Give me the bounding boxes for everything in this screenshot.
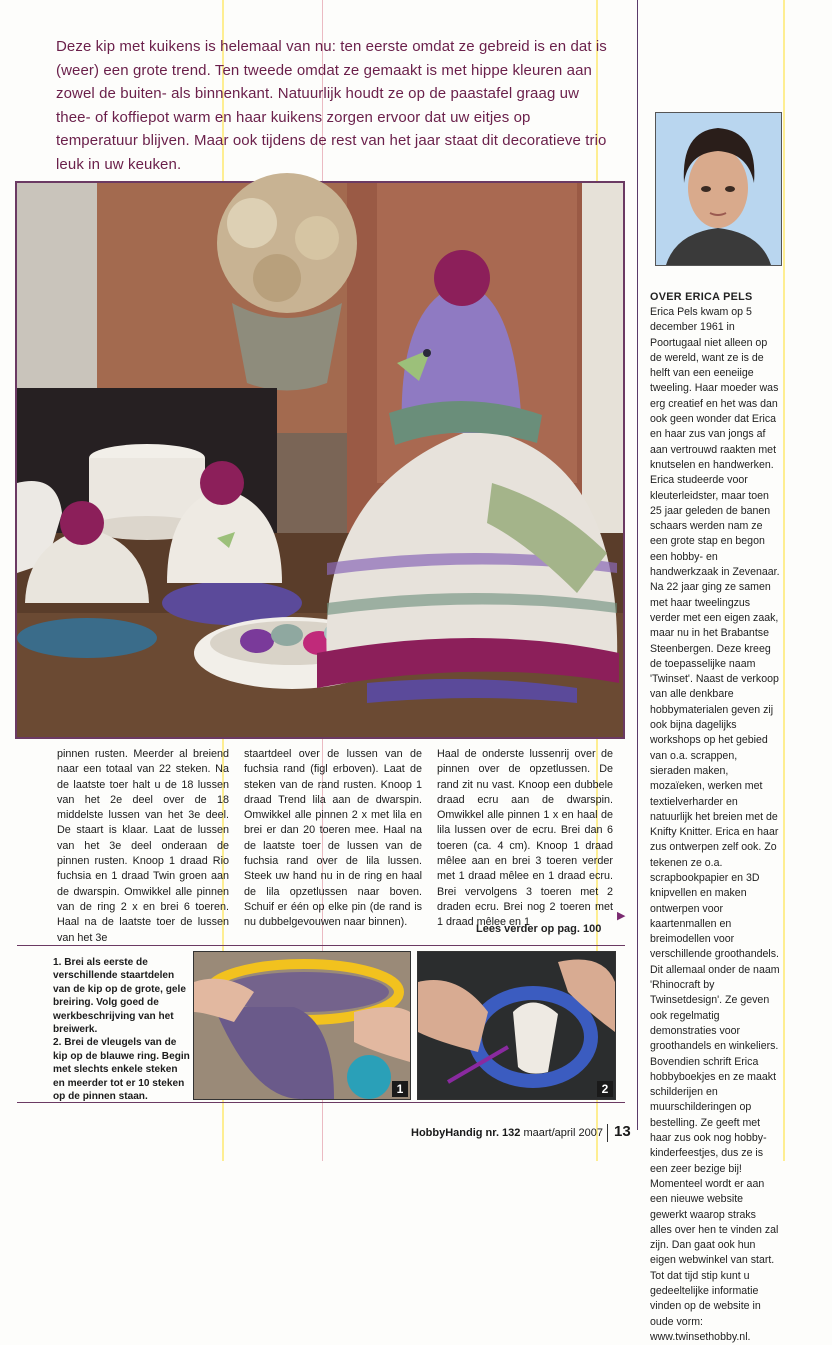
author-portrait <box>655 112 782 266</box>
portrait-illustration <box>656 113 781 265</box>
scan-artifact-line <box>783 0 785 1161</box>
sidebar-biography: Erica Pels kwam op 5 december 1961 in Poortugaal niet alleen op de wereld, want ze is de helft van een eeneiige tweeling. Haar moeder was erg creatief en het was dan ook geen wonder dat Erica en haar zus van jongs af aan vertrouwd raakten met knutselen en handwerken. Erica studeerde voor kleuterleidster, maar toen 25 jaar geleden de banen schaars werden nam ze een grote stap en begon een hobby- en handwerkzaak in Zevenaar. Na 22 jaar ging ze samen met haar tweelingzus verder met een eigen zaak, maar nu in het Brabantse Steenbergen. Deze kreeg de toepasselijke naam 'Twinset'. Naast de verkoop van alle denkbare hobbymaterialen geven zij ook bijna dagelijks workshops op het gebied van o.a. scrappen, sieraden maken, mozaïeken, werken met textielverharder en natuurlijk het breien met de Knifty Knitter. Erica en haar zus ontwerpen zelf ook. Zo tekenen ze o.a. scrapbookpapier en 3D knipvellen en maken ontwerpen voor kaartenmallen en breimodellen voor verschillende groothandels. Dit allemaal onder de naam 'Rhinocraft by Twinsetdesign'. Ze geven ook regelmatig demonstraties voor groothandels en winkeliers. Bovendien schrift Erica hobbyboekjes en ze maakt schilderijen en muurschilderingen op bestelling. Ze geeft met haar zus ook nog hobby-kinderfeestjes, dus ze is een zeer bezige bij! Momenteel wordt er aan een nieuwe website gewerkt waarop straks alles over hen te vinden zal zijn. Dan gaat ook hun eigen webwinkel van start. Tot dat tijd stip kunt u gedeeltelijke informatie vinden op de website in oude vorm: www.twinsethobby.nl. <box>650 306 780 1343</box>
step-instructions <box>53 956 191 1103</box>
step-2-photo <box>417 951 616 1100</box>
step-1-illustration <box>194 952 410 1099</box>
step-1-number-badge: 1 <box>392 1081 408 1097</box>
step-2-illustration <box>418 952 615 1099</box>
body-column-1: pinnen rusten. Meerder al breiend naar een totaal van 22 steken. Na de laatste toer halt u de 18 lussen van het 2e deel over de 18 middelste lussen van het 3e deel. De staart is klaar. Laat de lussen van het 3e deel onderaan de pinnen rusten. Knoop 1 draad Rio fuchsia en 1 draad Twin groen aan de dwarspin. Omwikkel alle pinnen van de ring 2 x en brei 6 toeren. Haal na de laatste toer de lussen van het 3e <box>57 748 229 944</box>
body-column-2: staartdeel over de lussen van de fuchsia rand (figl erboven). Laat de steken van de rand rusten. Knoop 1 draad Trend lila aan de dwarspin. Omwikkel alle pinnen 2 x met lila en brei er dan 20 toeren mee. Haal na de laatste toer de lussen van de fuchsia rand over de lila lussen. Steek uw hand nu in de ring en haal de lila opzetlussen naar boven. Schuif er één op elke pin (de rand is nu dubbelgevouwen naar binnen). <box>244 748 422 929</box>
step-2-text: 2. Brei de vleugels van de kip op de blauwe ring. Begin met slechts enkele steken en meerder tot er 10 steken op de pinnen staan. <box>53 1037 190 1103</box>
triangle-right-icon: ▶ <box>617 910 626 922</box>
footer-divider <box>607 1124 608 1142</box>
page-number: 13 <box>614 1123 631 1140</box>
footer-magazine: HobbyHandig nr. 132 <box>411 1127 521 1139</box>
step-2-number-badge: 2 <box>597 1081 613 1097</box>
intro-paragraph: Deze kip met kuikens is helemaal van nu: ten eerste omdat ze gebreid is en dat is (weer) een grote trend. Ten tweede omdat ze gemaakt is met hippe kleuren aan zowel de buiten- als binnenkant. Natuurlijk houdt ze op de paastafel graag uw thee- of koffiepot warm en haar kuikens zorgen ervoor dat uw eitjes op temperatuur blijven. Maar ook tijdens de rest van het jaar staat dit decoratieve trio leuk in uw keuken. <box>56 38 607 173</box>
step-1-photo <box>193 951 411 1100</box>
step-1-text: 1. Brei als eerste de verschillende staartdelen van de kip op de grote, gele breiring. Volg goed de werkbeschrijving van het breiwerk. <box>53 957 186 1036</box>
continue-reference: Lees verder op pag. 100 <box>476 923 602 935</box>
body-column-3: Haal de onderste lussenrij over de pinnen over de opzetlussen. De rand zit nu vast. Knoop een dubbele draad ecru aan de dwarspin. Omwikkel alle pinnen 1 x en haal de lila lussen over de ecru. Brei dan 6 toeren (ca. 4 cm). Knoop 1 draad mêlee aan en brei 3 toeren verder met 1 draad mêlee en 1 draad ecru. Brei vervolgens 3 toeren met 2 draden ecru. Brei nog 2 toeren met 1 draad mêlee en 1 <box>437 748 613 929</box>
knitted-chicken-photo <box>15 181 625 739</box>
footer-date: maart/april 2007 <box>523 1127 603 1139</box>
photo-illustration <box>17 183 623 737</box>
page-footer <box>411 1127 603 1139</box>
section-divider <box>17 945 625 946</box>
column-divider <box>637 0 638 1130</box>
sidebar-title: OVER ERICA PELS <box>650 291 753 303</box>
